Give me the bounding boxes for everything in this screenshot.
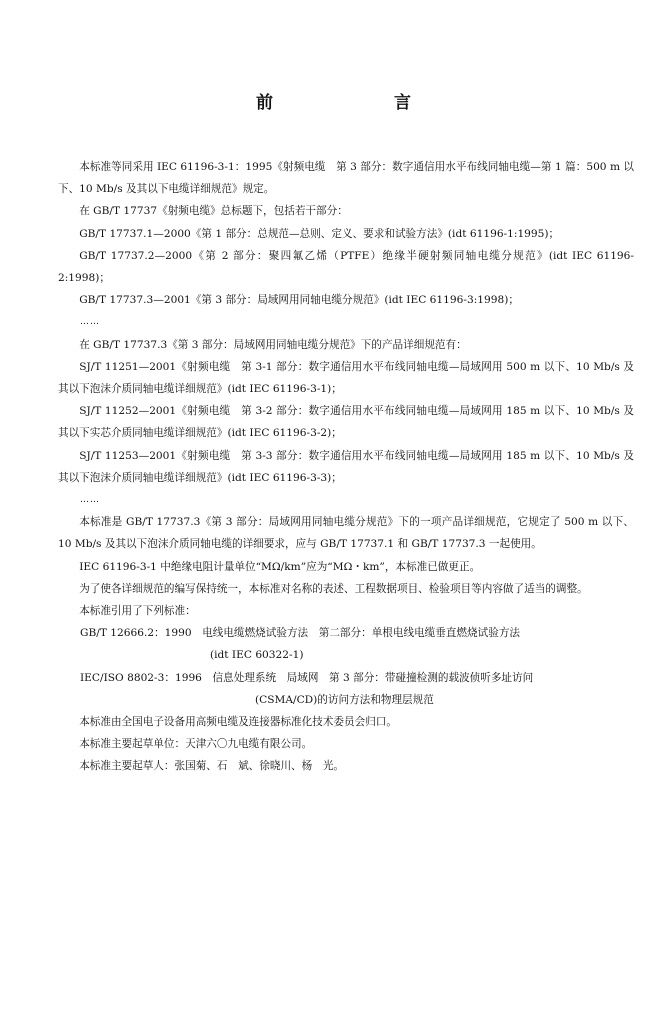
paragraph-part-1: GB/T 17737.1—2000《第 1 部分：总规范—总则、定义、要求和试验方法》(idt 61196-1:1995)； (79, 227, 560, 240)
reference-continuation: (CSMA/CD)的访问方法和物理层规范 (255, 693, 434, 706)
reference-line: IEC/ISO 8802-3：1996 信息处理系统 局域网 第 3 部分：带碰撞检测的载波侦听多址访问 (80, 671, 534, 684)
paragraph-part-2: GB/T 17737.2—2000《第 2 部分：聚四氟乙烯（PTFE）绝缘半硬射频同轴电缆分规范》(idt IEC 61196-2:1998)； (58, 249, 634, 285)
paragraph-sjt-11251: SJ/T 11251—2001《射频电缆 第 3-1 部分：数字通信用水平布线同轴电缆—局域网用 500 m 以下、10 Mb/s 及其以下泡沫介质同轴电缆详细规范》(idt IEC 61196-3-1)； (58, 360, 634, 396)
paragraph-scope: 本标准是 GB/T 17737.3《第 3 部分：局域网用同轴电缆分规范》下的一项产品详细规范，它规定了 500 m 以下、10 Mb/s 及其以下泡沫介质同轴电缆的详细要求，应与 GB/T 17737.1 和 GB/T 17737.3 一起使用。 (58, 516, 634, 551)
paragraph-part-3: GB/T 17737.3—2001《第 3 部分：局域网用同轴电缆分规范》(idt IEC 61196-3:1998)； (79, 294, 519, 307)
paragraph-adjustment: 为了使各详细规范的编写保持统一，本标准对名称的表述、工程数据项目、检验项目等内容做了适当的调整。 (79, 582, 588, 595)
paragraph-sjt-11253: SJ/T 11253—2001《射频电缆 第 3-3 部分：数字通信用水平布线同轴电缆—局域网用 185 m 以下、10 Mb/s 及其以下泡沫介质同轴电缆详细规范》(idt IEC 61196-3-3)； (58, 449, 634, 484)
reference-continuation: (idt IEC 60322-1) (210, 649, 304, 662)
paragraph-detail-intro: 在 GB/T 17737.3《第 3 部分：局域网用同轴电缆分规范》下的产品详细规范有： (79, 338, 467, 351)
paragraph-references-intro: 本标准引用了下列标准： (79, 605, 196, 618)
ellipsis: …… (80, 317, 100, 328)
paragraph-responsible-committee: 本标准由全国电子设备用高频电缆及连接器标准化技术委员会归口。 (79, 716, 397, 729)
paragraph-drafting-unit: 本标准主要起草单位：天津六〇九电缆有限公司。 (79, 738, 313, 751)
paragraph-adoption: 本标准等同采用 IEC 61196-3-1：1995《射频电缆 第 3 部分：数字通信用水平布线同轴电缆—第 1 篇：500 m 以下、10 Mb/s 及其以下电缆详细规范》规定。 (58, 161, 634, 196)
paragraph-unit-correction: IEC 61196-3-1 中绝缘电阻计量单位“MΩ/km”应为“MΩ・km”，本标准已做更正。 (79, 560, 481, 573)
foreword-body (58, 156, 634, 778)
paragraph-sjt-11252: SJ/T 11252—2001《射频电缆 第 3-2 部分：数字通信用水平布线同轴电缆—局域网用 185 m 以下、10 Mb/s 及其以下实芯介质同轴电缆详细规范》(idt IEC 61196-3-2)； (58, 405, 634, 440)
ellipsis: …… (80, 495, 100, 506)
paragraph-drafters: 本标准主要起草人：张国菊、石 斌、徐晓川、杨 光。 (79, 760, 345, 773)
paragraph-series-intro: 在 GB/T 17737《射频电缆》总标题下，包括若干部分： (79, 205, 348, 218)
reference-line: GB/T 12666.2：1990 电线电缆燃烧试验方法 第二部分：单根电线电缆垂直燃烧试验方法 (80, 627, 521, 640)
reference-item (58, 622, 634, 666)
page-title: 前 言 (256, 93, 463, 113)
reference-item (58, 667, 634, 711)
